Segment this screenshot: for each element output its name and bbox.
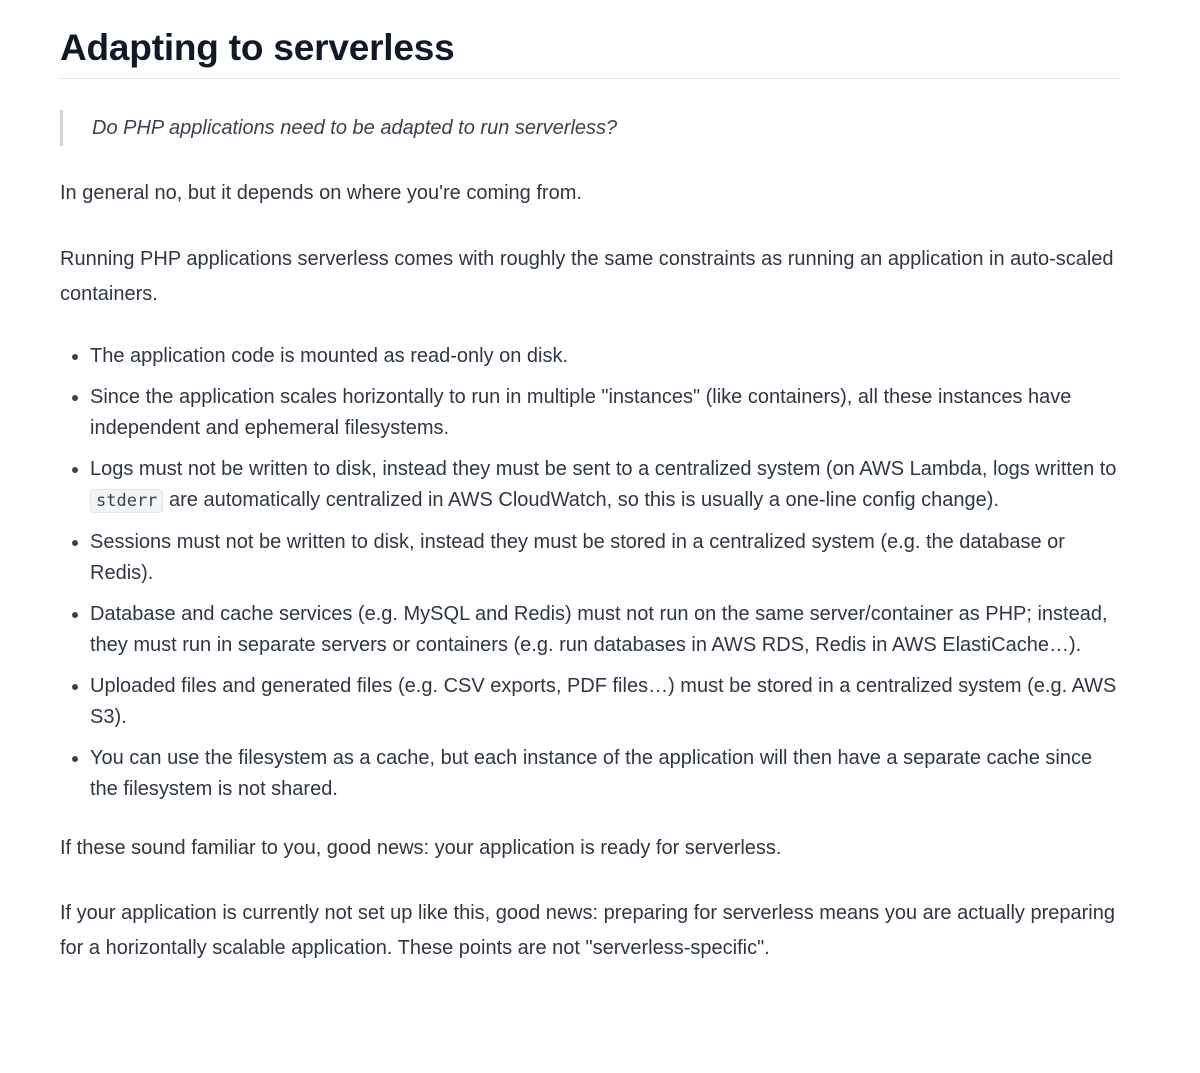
bullet-icon (72, 612, 78, 618)
bullet-icon (72, 395, 78, 401)
list-item-sessions (60, 527, 1120, 589)
list-item-cache (60, 743, 1120, 805)
list-item-text: Database and cache services (e.g. MySQL and Redis) must not run on the same server/container as PHP; instead, they must run in separate servers or containers (e.g. run databases in AWS RDS, Redis in AWS ElastiCache…). (90, 603, 1108, 656)
constraints-paragraph: Running PHP applications serverless comes with roughly the same constraints as running an application in auto-scaled containers. (60, 248, 1114, 305)
page-title: Adapting to serverless (60, 27, 455, 68)
list-item-database (60, 599, 1120, 661)
list-item-text-before: Logs must not be written to disk, instead they must be sent to a centralized system (on AWS Lambda, logs written to (90, 458, 1117, 480)
blockquote-text: Do PHP applications need to be adapted to run serverless? (92, 117, 618, 139)
list-item-readonly (60, 341, 1120, 372)
blockquote (60, 110, 1120, 146)
list-item-text: You can use the filesystem as a cache, but each instance of the application will then have a separate cache since the filesystem is not shared. (90, 747, 1093, 800)
list-item-logs (60, 454, 1120, 517)
bullet-icon (72, 756, 78, 762)
bullet-icon (72, 467, 78, 473)
list-item-uploads (60, 671, 1120, 733)
inline-code-stderr: stderr (90, 489, 163, 513)
bullet-icon (72, 684, 78, 690)
list-item-text: Since the application scales horizontally to run in multiple "instances" (like containers), all these instances have independent and ephemeral filesystems. (90, 386, 1072, 439)
bullet-icon (72, 540, 78, 546)
list-item-instances (60, 382, 1120, 444)
title-divider (60, 78, 1120, 79)
list-item-text-after: are automatically centralized in AWS CloudWatch, so this is usually a one-line config change). (163, 489, 1000, 511)
list-item-text: Uploaded files and generated files (e.g. CSV exports, PDF files…) must be stored in a centralized system (e.g. AWS S3). (90, 675, 1117, 728)
list-item-text: Sessions must not be written to disk, instead they must be stored in a centralized system (e.g. the database or Redis). (90, 531, 1065, 584)
intro-paragraph: In general no, but it depends on where you're coming from. (60, 182, 582, 204)
familiar-paragraph: If these sound familiar to you, good news: your application is ready for serverless. (60, 837, 782, 859)
constraints-list (60, 341, 1120, 805)
not-setup-paragraph: If your application is currently not set up like this, good news: preparing for serverless means you are actually preparing for a horizontally scalable application. These points are not "serverless-specific". (60, 902, 1115, 959)
list-item-text: The application code is mounted as read-only on disk. (90, 345, 569, 367)
bullet-icon (72, 354, 78, 360)
